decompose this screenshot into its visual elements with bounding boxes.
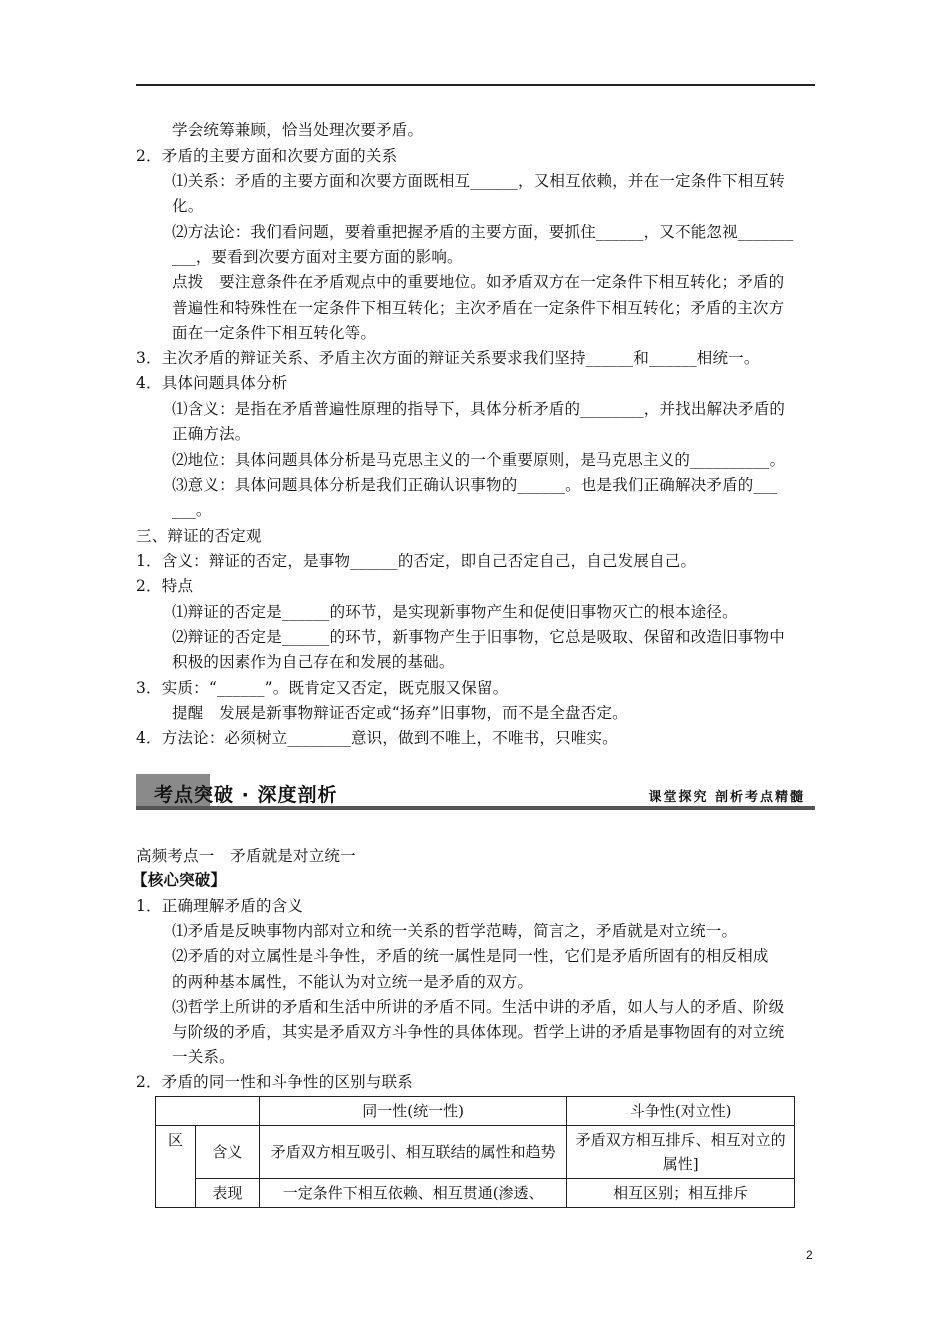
section-heading: 2．矛盾的主要方面和次要方面的关系: [136, 147, 398, 165]
table-header-cell: 同一性(统一性): [259, 1097, 566, 1126]
table-cell: 矛盾双方相互吸引、相互联结的属性和趋势: [259, 1126, 566, 1179]
table-row: [156, 1126, 795, 1179]
header-rule: [136, 84, 815, 86]
text-line: 3．实质：“______”。既肯定又否定，既克服又保留。: [136, 679, 509, 697]
table-cell: 一定条件下相互依赖、相互贯通(渗透、: [259, 1179, 566, 1208]
text-line: ⑵矛盾的对立属性是斗争性，矛盾的统一属性是同一性，它们是矛盾所固有的相反相成: [172, 947, 769, 965]
text-line: ___，要看到次要方面对主要方面的影响。: [172, 248, 463, 266]
text-line: 一关系。: [172, 1048, 235, 1066]
text-line: ⑶意义：具体问题具体分析是我们正确认识事物的______。也是我们正确解决矛盾的___: [172, 476, 778, 494]
topic-heading: 高频考点一 矛盾就是对立统一: [136, 847, 356, 865]
table-header-row: [156, 1097, 795, 1126]
subsection-heading: 【核心突破】: [132, 870, 227, 889]
table-row-label: 含义: [195, 1126, 259, 1179]
section-banner: [136, 774, 815, 810]
text-line: 正确方法。: [172, 425, 251, 443]
table-row: [156, 1179, 795, 1208]
section-heading: 4．具体问题具体分析: [136, 374, 288, 392]
comparison-table: [155, 1096, 795, 1208]
banner-subtitle: 课堂探究 剖析考点精髓: [648, 790, 805, 805]
section-heading: 三、辩证的否定观: [136, 527, 262, 545]
section-heading: 3．主次矛盾的辩证关系、矛盾主次方面的辩证关系要求我们坚持______和______相统一。: [136, 349, 760, 367]
text-line: 4．方法论：必须树立________意识，做到不唯上，不唯书，只唯实。: [136, 729, 618, 747]
section-heading: 2．矛盾的同一性和斗争性的区别与联系: [136, 1073, 413, 1091]
table-header-cell: 斗争性(对立性): [567, 1097, 795, 1126]
text-line: ⑶哲学上所讲的矛盾和生活中所讲的矛盾不同。生活中讲的矛盾，如人与人的矛盾、阶级: [172, 998, 785, 1016]
table-cell: 矛盾双方相互排斥、相互对立的属性]: [567, 1126, 795, 1179]
tip-line: 提醒 发展是新事物辩证否定或“扬弃”旧事物，而不是全盘否定。: [172, 704, 628, 722]
text-line: 面在一定条件下相互转化等。: [172, 324, 377, 342]
section-heading: 1．正确理解矛盾的含义: [136, 897, 304, 915]
tip-line: 点拨 要注意条件在矛盾观点中的重要地位。如矛盾双方在一定条件下相互转化；矛盾的: [172, 273, 785, 291]
table-cell: 相互区别；相互排斥: [567, 1179, 795, 1208]
text-line: 学会统筹兼顾，恰当处理次要矛盾。: [172, 121, 424, 139]
text-line: 积极的因素作为自己存在和发展的基础。: [172, 653, 455, 671]
text-line: 与阶级的矛盾，其实是矛盾双方斗争性的具体体现。哲学上讲的矛盾是事物固有的对立统: [172, 1023, 785, 1041]
text-line: ⑴辩证的否定是______的环节，是实现新事物产生和促使旧事物灭亡的根本途径。: [172, 603, 738, 621]
text-line: ⑵地位：具体问题具体分析是马克思主义的一个重要原则，是马克思主义的__________。: [172, 451, 786, 469]
banner-rule: [136, 806, 815, 810]
banner-title: 考点突破 · 深度剖析: [154, 784, 338, 806]
text-line: ⑴含义：是指在矛盾普遍性原理的指导下，具体分析矛盾的________，并找出解决矛盾的: [172, 400, 786, 418]
text-line: 普遍性和特殊性在一定条件下相互转化；主次矛盾在一定条件下相互转化；矛盾的主次方: [172, 299, 785, 317]
text-line: 1．含义：辩证的否定，是事物______的否定，即自己否定自己，自己发展自己。: [136, 552, 697, 570]
table-row-label: 表现: [195, 1179, 259, 1208]
page-number: 2: [806, 1248, 813, 1262]
text-line: ⑴矛盾是反映事物内部对立和统一关系的哲学范畴，简言之，矛盾就是对立统一。: [172, 922, 738, 940]
text-line: ___。: [172, 501, 212, 519]
text-line: ⑴关系：矛盾的主要方面和次要方面既相互______，又相互依赖，并在一定条件下相互转: [172, 172, 785, 190]
text-line: 化。: [172, 197, 204, 215]
text-line: 的两种基本属性，不能认为对立统一是矛盾的双方。: [172, 973, 534, 991]
table-group-cell: 区: [156, 1126, 196, 1208]
text-line: ⑵方法论：我们看问题，要着重把握矛盾的主要方面，要抓住______，又不能忽视_______: [172, 223, 794, 241]
text-line: ⑵辩证的否定是______的环节，新事物产生于旧事物，它总是吸取、保留和改造旧事物中: [172, 628, 785, 646]
section-heading: 2．特点: [136, 577, 194, 595]
table-corner-cell: [156, 1097, 260, 1126]
